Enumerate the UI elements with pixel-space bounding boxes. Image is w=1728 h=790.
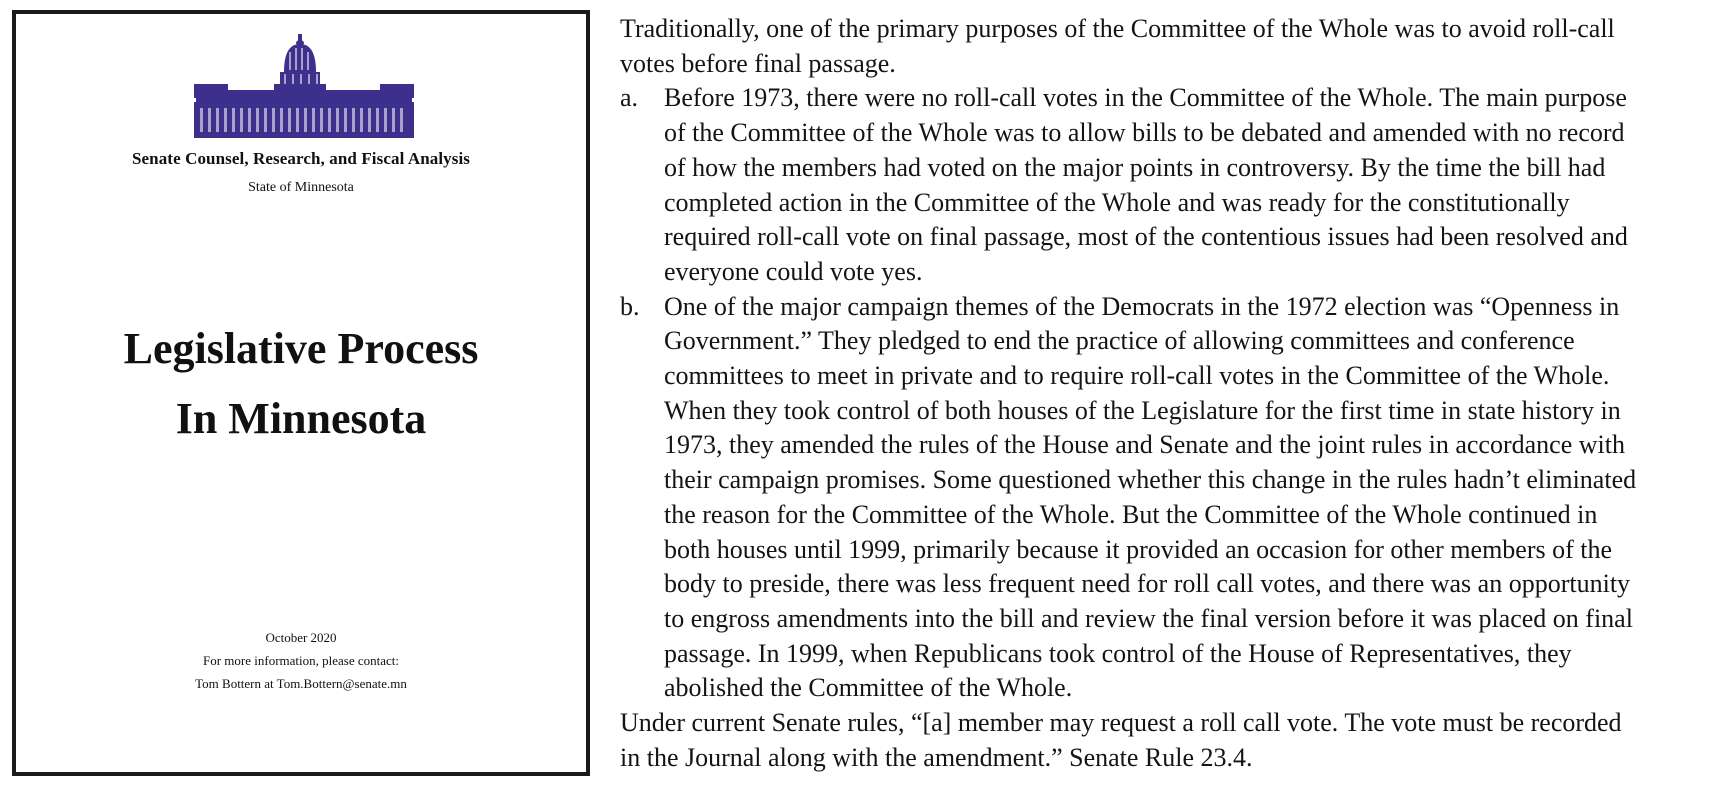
document-text [620,12,1720,775]
report-title-line: Legislative Process [123,324,479,373]
text-line: of how the members had voted on the major points in controversy. By the time the bill had [664,152,1606,182]
closing-paragraph [620,706,1720,775]
publication-date: October 2020 [265,630,337,645]
text-line: Before 1973, there were no roll-call votes in the Committee of the Whole. The main purpose [664,83,1627,113]
intro-paragraph [620,12,1720,81]
list-item-text [664,81,1720,289]
text-line: required roll-call vote on final passage, most of the contentious issues had been resolved and [664,222,1628,252]
organization-name: Senate Counsel, Research, and Fiscal Analysis [131,149,471,168]
text-line: Traditionally, one of the primary purposes of the Committee of the Whole was to avoid roll-call [620,14,1615,43]
text-line: passage. In 1999, when Republicans took control of the House of Representatives, they [664,638,1572,668]
text-line: Under current Senate rules, “[a] member may request a roll call vote. The vote must be recorded [620,708,1622,738]
text-line: both houses until 1999, primarily because it provided an occasion for other members of the [664,534,1613,564]
list-marker: b. [620,291,640,321]
text-line: When they took control of both houses of the Legislature for the first time in state history in [664,395,1621,425]
text-line: completed action in the Committee of the Whole and was ready for the constitutionally [664,187,1570,217]
text-line: abolished the Committee of the Whole. [664,673,1073,703]
text-line: in the Journal along with the amendment.” Senate Rule 23.4. [620,742,1253,772]
text-line: the reason for the Committee of the Whole. But the Committee of the Whole continued in [664,499,1598,529]
text-line: 1973, they amended the rules of the House and Senate and the joint rules in accordance with [664,430,1625,460]
text-line: One of the major campaign themes of the Democrats in the 1972 election was “Openness in [664,291,1620,321]
text-line: their campaign promises. Some questioned whether this change in the rules hadn’t eliminated [664,465,1637,495]
text-line: Government.” They pledged to end the practice of allowing committees and conference [664,326,1575,356]
text-line: to engross amendments into the bill and review the final version before it was placed on final [664,603,1633,633]
text-line: of the Committee of the Whole was to allow bills to be debated and amended with no record [664,118,1625,148]
list-item-a [620,81,1720,289]
capitol-building-logo [194,34,414,138]
report-cover [12,10,590,776]
contact-label: For more information, please contact: [202,653,400,668]
cover-footer [16,626,586,695]
contact-info: Tom Bottern at Tom.Bottern@senate.mn [195,676,407,691]
report-title-line: In Minnesota [175,394,427,443]
text-line: body to preside, there was less frequent need for roll call votes, and there was an opportunity [664,569,1631,599]
text-line: votes before final passage. [620,48,896,78]
list-item-text [664,290,1720,706]
list-item-b [620,290,1720,706]
text-line: committees to meet in private and to require roll-call votes in the Committee of the Whole. [664,361,1610,391]
text-line: everyone could vote yes. [664,256,923,286]
report-title [16,314,586,454]
state-name: State of Minnesota [248,180,354,195]
list-marker: a. [620,83,639,113]
